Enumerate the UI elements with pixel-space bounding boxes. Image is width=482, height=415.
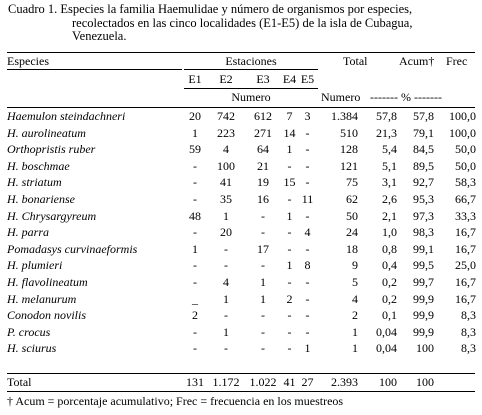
header-e5: E5: [300, 72, 315, 86]
cell-acum: 95,3: [413, 192, 434, 206]
cell-e3: -: [261, 258, 265, 273]
cell-acum: 98,3: [413, 225, 434, 240]
cell-e3: 1: [260, 275, 266, 289]
cell-acum: 99,9: [413, 324, 434, 339]
cell-e2: -: [224, 241, 228, 256]
cell-acum: 97,3: [413, 208, 434, 223]
table-row: [0, 176, 482, 191]
cell-total: 4: [352, 291, 358, 306]
cell-frec: 16,7: [455, 275, 476, 289]
cell-acum: 99,7: [413, 275, 434, 289]
cell-acum: 100: [416, 341, 434, 356]
table-row: [0, 342, 482, 357]
cell-pct: 2,1: [382, 208, 397, 223]
cell-e2: -: [224, 341, 228, 356]
cell-e5: -: [305, 275, 310, 289]
cell-e4: -: [287, 192, 292, 206]
cell-e5: -: [305, 175, 310, 190]
cell-e3: -: [261, 225, 265, 240]
cell-e1: -: [193, 275, 197, 289]
species-name: H. Chrysargyreum: [7, 208, 97, 223]
species-name: Total: [7, 375, 32, 389]
cell-total: 5: [352, 275, 358, 289]
cell-e5: -: [305, 241, 310, 256]
cell-e3: 17: [257, 241, 269, 256]
cell-acum: 92,7: [413, 175, 434, 190]
cell-e3: 271: [254, 125, 272, 140]
species-name: P. crocus: [7, 324, 51, 339]
cell-total: 2.393: [331, 375, 358, 389]
table-row: [0, 160, 482, 175]
cell-total: 1: [352, 341, 358, 356]
cell-e5: 11: [301, 192, 314, 206]
cell-frec: 8,3: [461, 308, 476, 323]
cell-acum: 99,9: [413, 308, 434, 323]
cell-e4: 7: [286, 109, 293, 123]
cell-e5: 27: [301, 375, 314, 389]
cell-e4: -: [287, 308, 292, 323]
cell-pct: 0,2: [382, 275, 397, 289]
cell-e4: 1: [286, 258, 293, 273]
cell-acum: 99,9: [413, 291, 434, 306]
cell-e1: -: [193, 324, 197, 339]
cell-pct: 0,8: [382, 241, 397, 256]
cell-e5: -: [305, 291, 310, 306]
header-acum: Acum†: [399, 54, 435, 68]
cell-e2: 1: [223, 291, 229, 306]
species-name: H. sciurus: [7, 341, 57, 356]
cell-e5: -: [305, 125, 310, 140]
footnote: † Acum = porcentaje acumulativo; Frec = frecuencia en los muestreos: [7, 394, 344, 408]
cell-e4: 1: [286, 142, 293, 157]
cell-e2: 100: [217, 158, 235, 173]
cell-e1: -: [193, 175, 197, 190]
cell-total: 24: [346, 225, 358, 240]
cell-e4: 1: [286, 208, 293, 223]
cell-e2: 35: [220, 192, 232, 206]
cell-acum: 99,1: [413, 241, 434, 256]
species-name: H. boschmae: [7, 158, 70, 173]
cell-e5: 8: [304, 258, 311, 273]
cell-pct: 5,4: [382, 142, 397, 157]
cell-e2: 1: [223, 208, 229, 223]
header-numero-total: Numero: [321, 90, 361, 104]
species-name: Pomadasys curvinaeformis: [7, 241, 138, 256]
header-e2: E2: [219, 72, 233, 86]
cell-e5: 3: [304, 109, 311, 123]
cell-total: 510: [340, 125, 358, 140]
cell-e1: _: [192, 291, 198, 306]
header-bottom-rule: [7, 107, 475, 108]
cell-pct: 2,6: [382, 192, 397, 206]
cell-e1: 48: [189, 208, 201, 223]
cell-e4: -: [287, 275, 292, 289]
cell-frec: 16,7: [455, 225, 476, 240]
header-total: Total: [343, 54, 368, 68]
header-e4: E4: [282, 72, 297, 86]
cell-e4: -: [287, 341, 292, 356]
table-row: [0, 193, 482, 208]
cell-e5: 1: [304, 341, 311, 356]
cell-frec: 66,7: [455, 192, 476, 206]
header-e3: E3: [256, 72, 270, 86]
cell-frec: 16,7: [455, 291, 476, 306]
cell-total: 1.384: [331, 109, 358, 123]
cell-e2: -: [224, 308, 228, 323]
table-row: [0, 276, 482, 291]
table-row: [0, 243, 482, 258]
cell-e4: 41: [283, 375, 296, 389]
cell-acum: 99,5: [413, 258, 434, 273]
header-frec: Frec: [446, 54, 468, 68]
cell-total: 50: [346, 208, 358, 223]
caption-line-2: recolectados en las cinco localidades (E1-E5) de la isla de Cubagua,: [72, 15, 413, 30]
cell-e2: -: [224, 258, 228, 273]
cell-acum: 57,8: [413, 109, 434, 123]
cell-frec: 25,0: [455, 258, 476, 273]
cell-e5: -: [305, 158, 310, 173]
cell-e3: 21: [257, 158, 269, 173]
cell-acum: 79,1: [413, 125, 434, 140]
table-row: [0, 309, 482, 324]
header-estaciones: Estaciones: [225, 54, 277, 68]
species-name: H. striatum: [7, 175, 62, 190]
total-row: [0, 376, 482, 391]
cell-e4: 15: [283, 175, 296, 190]
table-row: [0, 143, 482, 158]
cell-total: 128: [340, 142, 358, 157]
species-name: H. plumieri: [7, 258, 63, 273]
cell-e5: 4: [304, 225, 311, 240]
cell-frec: 33,3: [455, 208, 476, 223]
header-pct: ------- % -------: [370, 90, 442, 104]
cell-e2: 223: [217, 125, 235, 140]
cell-e3: -: [261, 308, 265, 323]
cell-total: 1: [352, 324, 358, 339]
species-name: H. melanurum: [7, 291, 77, 306]
caption-line-3: Venezuela.: [72, 29, 127, 43]
cell-e1: 2: [192, 308, 198, 323]
cell-e3: 612: [254, 109, 272, 123]
cell-e1: 1: [192, 125, 198, 140]
table-row: [0, 210, 482, 225]
cell-frec: 8,3: [461, 324, 476, 339]
cell-e2: 41: [220, 175, 232, 190]
cell-pct: 0,4: [382, 258, 397, 273]
cell-e3: 64: [257, 142, 269, 157]
cell-pct: 0,1: [382, 308, 397, 323]
cell-pct: 5,1: [382, 158, 397, 173]
table-row: [0, 226, 482, 241]
cell-e3: -: [261, 208, 265, 223]
cell-e1: -: [193, 341, 197, 356]
cell-frec: 50,0: [455, 158, 476, 173]
cell-e2: 20: [220, 225, 232, 240]
cell-total: 18: [346, 241, 358, 256]
species-name: H. parra: [7, 225, 50, 240]
table-bottom-rule: [7, 391, 475, 392]
header-numero-estaciones: Numero: [231, 90, 271, 104]
cell-e4: -: [287, 158, 292, 173]
cell-acum: 89,5: [413, 158, 434, 173]
cell-e4: -: [287, 324, 292, 339]
cell-pct: 0,04: [376, 324, 397, 339]
cell-e1: -: [193, 158, 197, 173]
cell-pct: 21,3: [376, 125, 397, 140]
table-top-rule: [7, 52, 475, 53]
cell-e5: -: [305, 142, 310, 157]
cell-pct: 100: [379, 375, 397, 389]
cell-total: 62: [346, 192, 358, 206]
cell-e1: 20: [189, 109, 201, 123]
cell-e3: 1: [260, 291, 266, 306]
cell-e1: -: [193, 258, 197, 273]
species-name: Haemulon steindachneri: [7, 109, 126, 123]
cell-e3: -: [261, 341, 265, 356]
cell-e1: -: [193, 225, 197, 240]
cell-pct: 57,8: [376, 109, 397, 123]
cell-frec: 50,0: [455, 142, 476, 157]
cell-e1: 1: [192, 241, 198, 256]
cell-e5: -: [305, 324, 310, 339]
cell-pct: 0,04: [376, 341, 397, 356]
species-name: Orthopristis ruber: [7, 142, 96, 157]
cell-acum: 100: [416, 375, 434, 389]
cell-e1: -: [193, 192, 197, 206]
species-name: H. flavolineatum: [7, 275, 88, 289]
cell-total: 2: [352, 308, 358, 323]
cell-e2: 742: [217, 109, 235, 123]
cell-e2: 1.172: [212, 375, 240, 389]
cell-e5: -: [305, 208, 310, 223]
estaciones-rule: [184, 69, 318, 70]
table-row: [0, 259, 482, 274]
caption-line-1: Cuadro 1. Especies la familia Haemulidae y número de organismos por especies,: [8, 2, 413, 16]
cell-e2: 4: [223, 275, 229, 289]
header-e1: E1: [188, 72, 202, 86]
total-rule: [7, 373, 475, 374]
cell-e2: 4: [223, 142, 229, 157]
species-name: Conodon novilis: [7, 308, 87, 323]
cell-e3: 19: [257, 175, 269, 190]
cell-e3: 16: [257, 192, 269, 206]
cell-e4: -: [287, 241, 292, 256]
cell-frec: 100,0: [449, 109, 476, 123]
cell-e4: 14: [283, 125, 296, 140]
station-codes-rule: [184, 88, 318, 89]
cell-e1: 59: [189, 142, 201, 157]
table-row: [0, 326, 482, 341]
cell-total: 121: [340, 158, 358, 173]
cell-frec: 100,0: [449, 125, 476, 140]
cell-frec: 8,3: [461, 341, 476, 356]
cell-e2: 1: [223, 324, 229, 339]
cell-acum: 84,5: [413, 142, 434, 157]
cell-pct: 0,2: [382, 291, 397, 306]
especies-rule: [7, 69, 182, 70]
cell-e1: 131: [186, 375, 204, 389]
cell-pct: 1,0: [382, 225, 397, 240]
cell-e3: 1.022: [249, 375, 277, 389]
cell-total: 9: [352, 258, 358, 273]
species-name: H. aurolineatum: [7, 125, 86, 140]
table-caption: [8, 3, 478, 44]
header-especies: Especies: [7, 54, 49, 68]
cell-e4: -: [287, 225, 292, 240]
cell-frec: 16,7: [455, 241, 476, 256]
cell-e4: 2: [286, 291, 293, 306]
table-row: [0, 110, 482, 125]
cell-e5: -: [305, 308, 310, 323]
cell-pct: 3,1: [382, 175, 397, 190]
cell-total: 75: [346, 175, 358, 190]
species-name: H. bonariense: [7, 192, 75, 206]
cell-frec: 58,3: [455, 175, 476, 190]
table-row: [0, 293, 482, 308]
cell-e3: -: [261, 324, 265, 339]
table-row: [0, 127, 482, 142]
